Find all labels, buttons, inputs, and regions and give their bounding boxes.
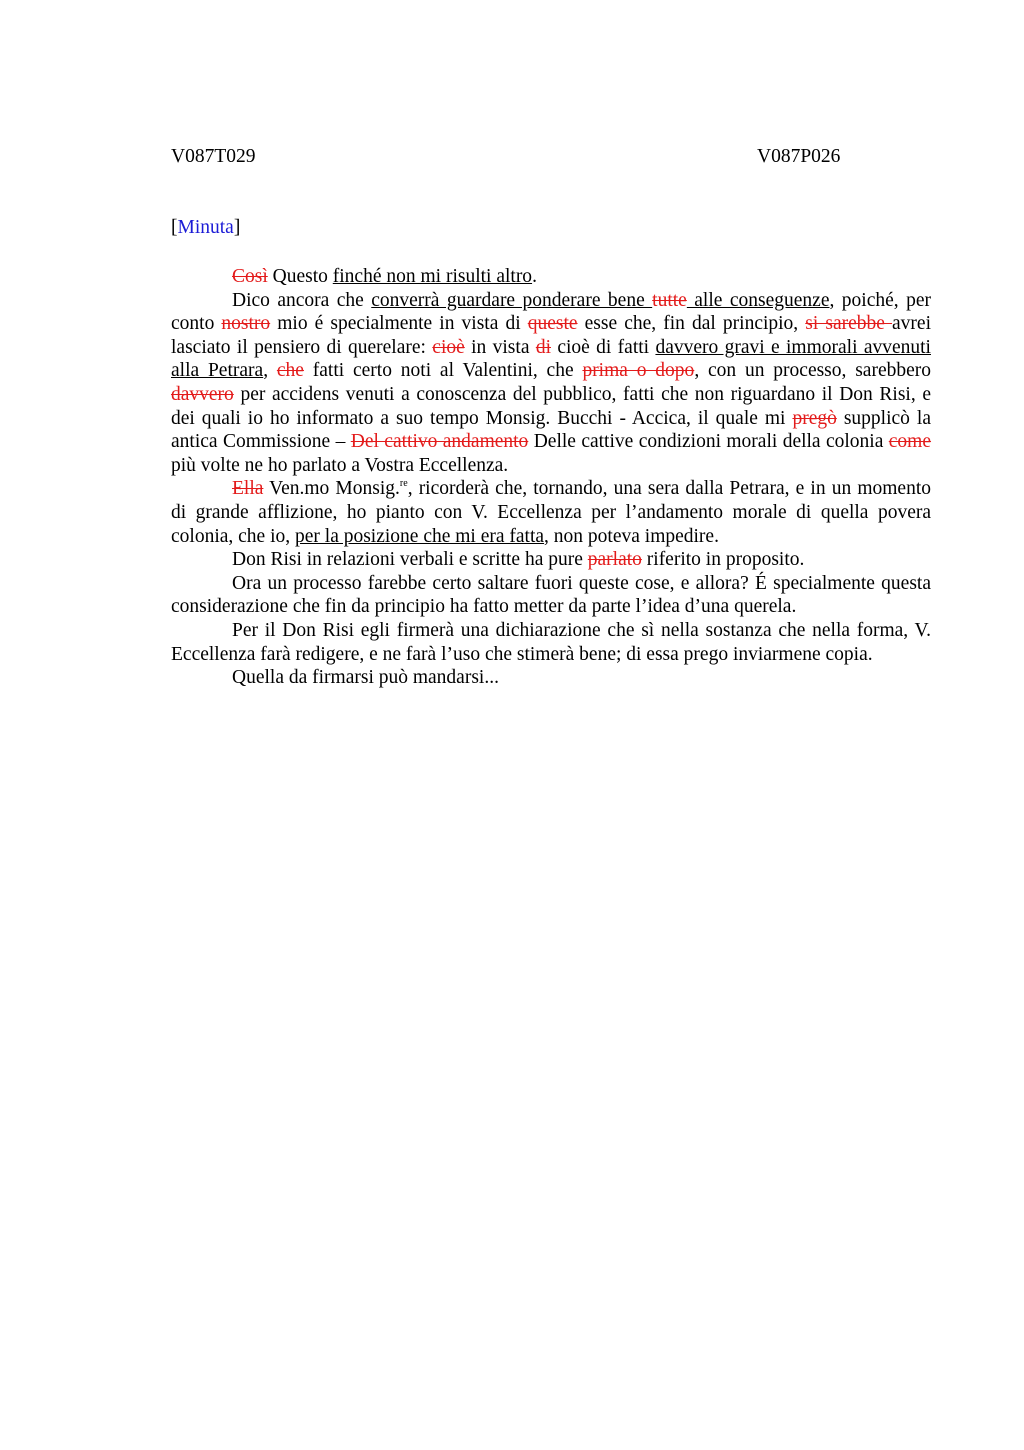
paragraph-3: [171, 477, 931, 548]
underlined-text: alle conseguenze: [686, 289, 830, 311]
bracket-close: ]: [233, 217, 241, 238]
underlined-text: per la posizione che mi era fatta: [295, 525, 545, 547]
deleted-text: pregò: [792, 407, 837, 429]
paragraph-6: [171, 619, 931, 666]
text-run: riferito in proposito.: [641, 549, 805, 571]
deleted-text: cioè: [432, 336, 465, 358]
text-run: più volte ne ho parlato a Vostra Eccellenza.: [171, 454, 509, 476]
superscript-text: re: [399, 478, 408, 490]
draft-label-text: Minuta: [177, 217, 234, 238]
deleted-text: di: [535, 336, 551, 358]
text-run: Dico ancora che: [232, 289, 372, 311]
underlined-text: davvero gravi e immorali avvenuti alla Petrara: [171, 336, 931, 382]
deleted-text: come: [888, 431, 932, 453]
document-code-right: V087P026: [757, 146, 841, 167]
paragraph-7: [171, 666, 931, 690]
paragraph-1: [171, 265, 931, 289]
deleted-text: Ella: [232, 478, 264, 500]
text-run: Quella da firmarsi può mandarsi...: [232, 667, 499, 689]
text-run: Per il Don Risi egli firmerà una dichiarazione che sì nella sostanza che nella forma, V. Eccellenza farà redigere, e ne farà l’uso che stimerà bene; di essa prego inviarmene copia.: [171, 619, 931, 665]
text-run: , poiché, per conto: [171, 289, 931, 335]
text-run: , con un processo, sarebbero: [694, 360, 932, 382]
paragraph-2: [171, 289, 931, 478]
letter-body: [171, 265, 931, 690]
text-run: mio é specialmente in vista di: [270, 313, 528, 335]
deleted-text: prima o dopo: [582, 360, 695, 382]
text-run: Ven.mo Monsig.: [263, 478, 400, 500]
deleted-text: che: [276, 360, 304, 382]
text-run: fatti certo noti al Valentini, che: [303, 360, 583, 382]
deleted-text: nostro: [221, 313, 271, 335]
underlined-text: finché non mi risulti altro: [332, 266, 533, 287]
text-run: supplicò la antica Commissione –: [171, 407, 931, 453]
draft-label: [171, 217, 240, 239]
text-run: cioè di fatti: [551, 336, 656, 358]
deleted-text: Così: [232, 266, 268, 287]
paragraph-4: [171, 548, 931, 572]
deleted-text: queste: [527, 313, 578, 335]
document-code-left: V087T029: [171, 146, 256, 167]
text-run: avrei lasciato il pensiero di querelare:: [171, 313, 931, 358]
deleted-text: Del cattivo andamento: [350, 431, 529, 453]
text-run: .: [532, 266, 537, 287]
text-run: , ricorderà che, tornando, una sera dalla Petrara, e in un momento di grande afflizione, ho pianto con V. Eccellenza per l’andamento morale di quella povera colonia, che io,: [171, 478, 931, 547]
text-run: ,: [263, 360, 277, 382]
deleted-text: parlato: [587, 549, 642, 571]
text-run: in vista: [464, 336, 536, 358]
text-run: , non poteva impedire.: [544, 525, 719, 547]
text-run: Don Risi in relazioni verbali e scritte ha pure: [232, 549, 588, 571]
text-run: Delle cattive condizioni morali della colonia: [528, 431, 889, 453]
text-run: Ora un processo farebbe certo saltare fuori queste cose, e allora? É specialmente questa considerazione che fin da principio ha fatto metter da parte l’idea d’una querela.: [171, 572, 931, 618]
deleted-text: si sarebbe: [805, 313, 893, 335]
underlined-text: converrà guardare ponderare bene: [371, 289, 653, 311]
text-run: esse che, fin dal principio,: [577, 313, 806, 335]
text-run: Questo: [267, 266, 333, 287]
bracket-open: [: [171, 217, 178, 238]
text-run: per accidens venuti a conoscenza del pubblico, fatti che non riguardano il Don Risi, e dei quali io ho informato a suo tempo Monsig. Bucchi - Accica, il quale mi: [171, 383, 931, 429]
paragraph-5: [171, 572, 931, 619]
deleted-text: davvero: [171, 383, 234, 405]
deleted-text: tutte: [652, 289, 687, 311]
